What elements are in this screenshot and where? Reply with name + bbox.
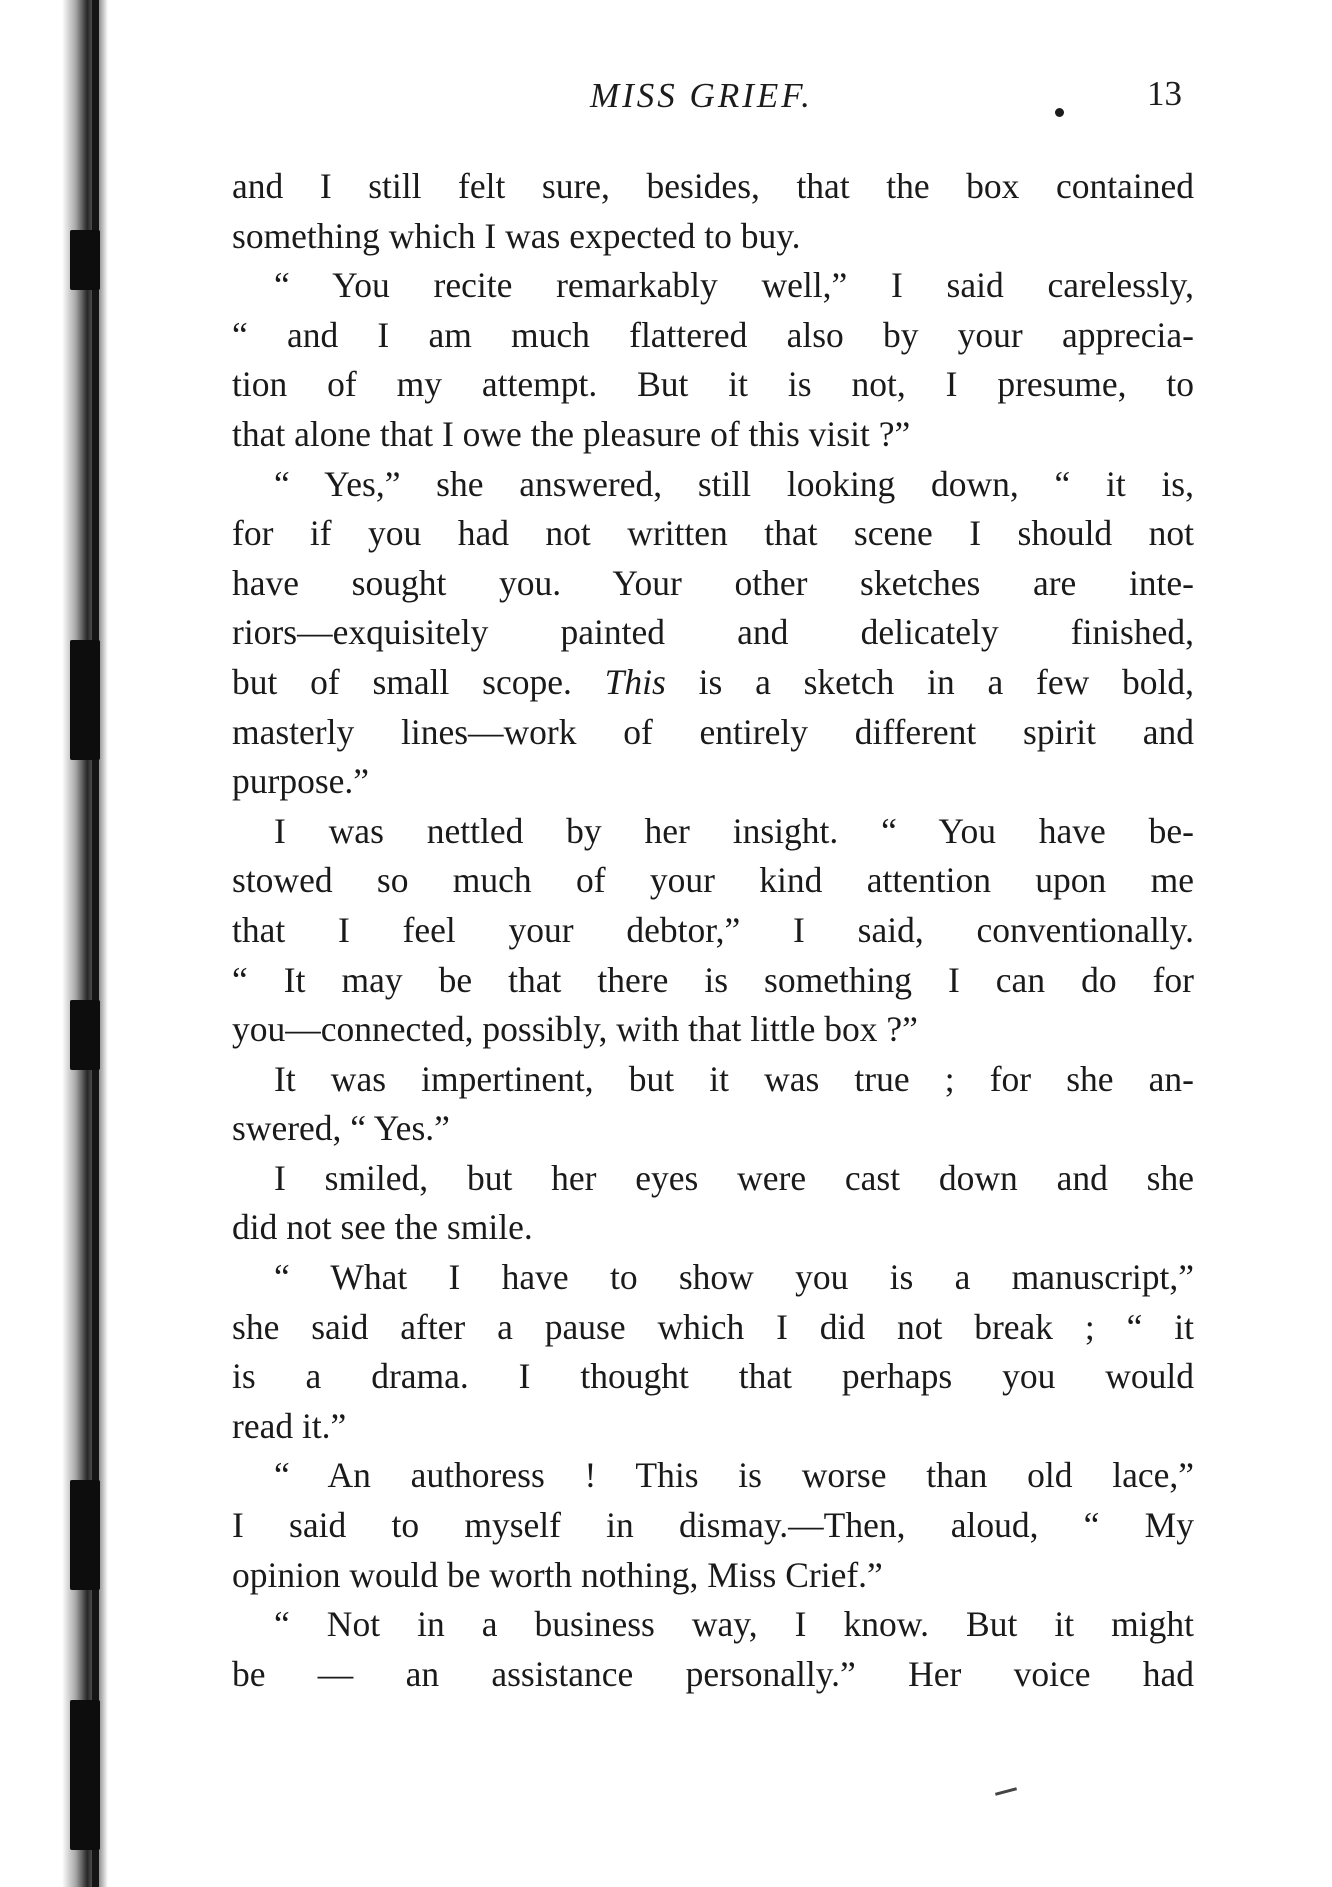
text-line: that alone that I owe the pleasure of this visit ?” (232, 413, 911, 454)
text-line: did not see the smile. (232, 1207, 533, 1248)
text-line: I smiled, but her eyes were cast down and she (274, 1157, 1194, 1198)
text-line: “ Not in a business way, I know. But it might (274, 1604, 1194, 1645)
running-title: MISS GRIEF. (590, 76, 813, 115)
text-line: “ and I am much flattered also by your apprecia- (232, 314, 1194, 355)
binding-speck (70, 640, 100, 760)
text-line: that I feel your debtor,” I said, conventionally. (232, 909, 1194, 950)
text-line: It was impertinent, but it was true ; for she an- (274, 1058, 1194, 1099)
text-line: and I still felt sure, besides, that the box contained (232, 166, 1194, 206)
text-line: is a drama. I thought that perhaps you would (232, 1356, 1194, 1397)
binding-speck (70, 230, 100, 290)
text-line: “ You recite remarkably well,” I said carelessly, (274, 265, 1194, 306)
text-line: opinion would be worth nothing, Miss Crief.” (232, 1554, 883, 1595)
text-line: swered, “ Yes.” (232, 1108, 450, 1149)
text-line: purpose.” (232, 761, 370, 802)
text-line: have sought you. Your other sketches are inte- (232, 562, 1194, 603)
running-head (0, 68, 1332, 128)
text-line: “ An authoress ! This is worse than old lace,” (274, 1455, 1194, 1496)
text-line: you—connected, possibly, with that little box ?” (232, 1009, 918, 1050)
text-line: but of small scope. This is a sketch in a few bold, (232, 661, 1194, 702)
text-line: something which I was expected to buy. (232, 215, 801, 256)
body-text (232, 162, 1194, 1699)
text-line: read it.” (232, 1405, 347, 1446)
ornament-dot (1055, 108, 1064, 117)
stray-ink-mark (995, 1787, 1017, 1796)
page-number: 13 (1147, 74, 1182, 113)
binding-speck (70, 1480, 100, 1590)
text-line: she said after a pause which I did not break ; “ it (232, 1306, 1194, 1347)
text-line: for if you had not written that scene I should not (232, 513, 1194, 554)
text-line: “ Yes,” she answered, still looking down, “ it is, (274, 463, 1194, 504)
text-line: I was nettled by her insight. “ You have be- (274, 810, 1194, 851)
text-line: “ What I have to show you is a manuscript,” (274, 1257, 1194, 1298)
text-line: “ It may be that there is something I can do for (232, 959, 1194, 1000)
text-line: I said to myself in dismay.—Then, aloud, “ My (232, 1505, 1194, 1546)
text-line: tion of my attempt. But it is not, I presume, to (232, 364, 1194, 405)
text-line: stowed so much of your kind attention upon me (232, 860, 1194, 901)
binding-speck (70, 1000, 100, 1070)
text-line: masterly lines—work of entirely different spirit and (232, 711, 1194, 752)
binding-speck (70, 1700, 100, 1850)
text-line: riors—exquisitely painted and delicately finished, (232, 612, 1194, 653)
text-line: be — an assistance personally.” Her voice had (232, 1653, 1194, 1694)
